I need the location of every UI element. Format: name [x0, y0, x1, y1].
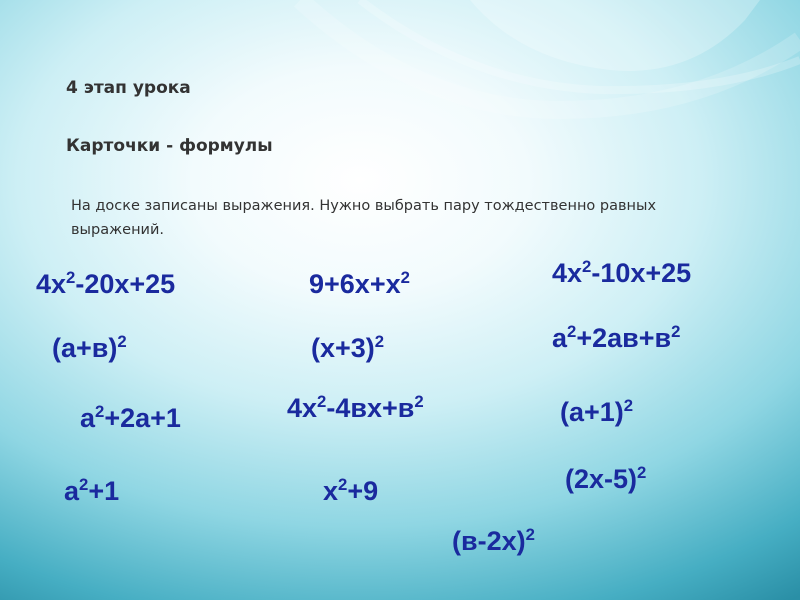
expression-card[interactable]: $4x^2-20x+25$: [36, 268, 176, 299]
task-instruction: На доске записаны выражения. Нужно выбрать пару тождественно равных выражений.: [71, 198, 657, 238]
expression-card[interactable]: $а^2+2ав+в^2$: [552, 322, 681, 353]
expression-card[interactable]: $(в-2x)^2$: [452, 525, 535, 556]
slide-subtitle: Карточки - формулы: [66, 136, 273, 156]
expression-card[interactable]: $(а+в)^2$: [52, 332, 127, 363]
expression-card[interactable]: $(x+3)^2$: [311, 332, 385, 363]
expression-card[interactable]: $а^2+1$: [64, 475, 120, 506]
expression-card[interactable]: $а^2+2а+1$: [80, 402, 181, 433]
expression-card[interactable]: $4x^2-10x+25$: [552, 257, 692, 288]
stage-title: 4 этап урока: [66, 78, 191, 98]
expression-card[interactable]: $4x^2-4вx+в^2$: [287, 392, 424, 423]
expression-card[interactable]: $(2x-5)^2$: [565, 463, 647, 494]
expression-card[interactable]: $x^2+9$: [323, 475, 379, 506]
expression-card[interactable]: $(а+1)^2$: [560, 396, 634, 427]
expression-card[interactable]: $9+6x+x^2$: [309, 268, 410, 299]
